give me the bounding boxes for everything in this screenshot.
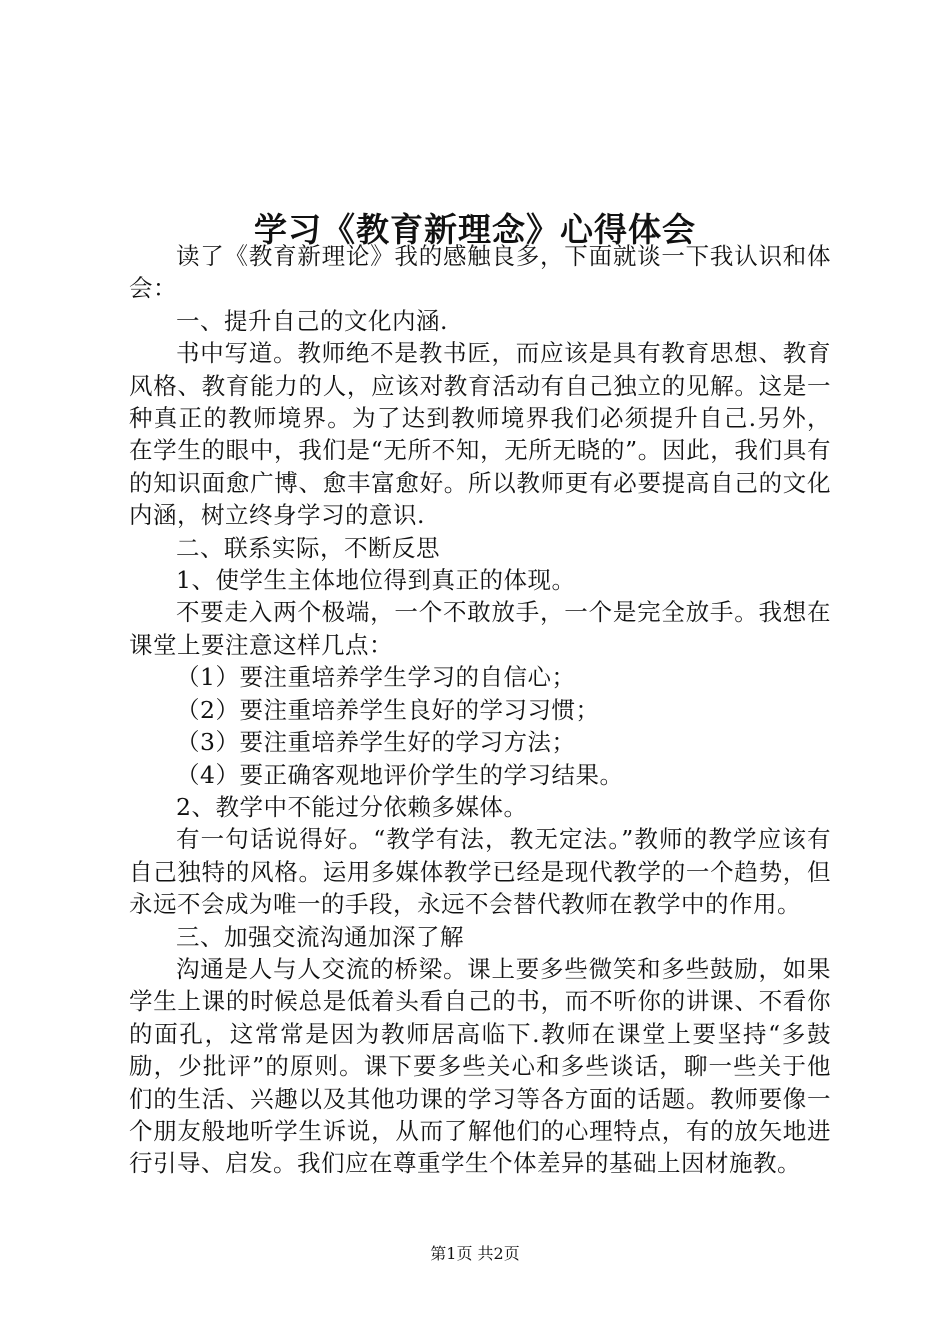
subheading-2-1: 1、使学生主体地位得到真正的体现。 — [176, 566, 576, 595]
page-footer: 第1页 共2页 — [430, 1244, 520, 1263]
section-heading-2: 二、联系实际，不断反思 — [176, 533, 440, 562]
list-item-1: （1）要注重培养学生学习的自信心； — [176, 663, 576, 692]
paragraph-2-1: 不要走入两个极端，一个不敢放手，一个是完全放手。我想在课堂上要注意这样几点： — [129, 598, 831, 659]
paragraph-intro: 读了《教育新理论》我的感触良多，下面就谈一下我认识和体会： — [129, 242, 831, 303]
document-body — [129, 240, 831, 1180]
paragraph-section-3: 沟通是人与人交流的桥梁。课上要多些微笑和多些鼓励，如果学生上课的时候总是低着头看自己的书，而不听你的讲课、不看你的面孔，这常常是因为教师居高临下.教师在课堂上要坚持“多鼓励，少批评”的原则。课下要多些关心和多些谈话，聊一些关于他们的生活、兴趣以及其他功课的学习等各方面的话题。教师要像一个朋友般地听学生诉说，从而了解他们的心理特点，有的放矢地进行引导、启发。我们应在尊重学生个体差异的基础上因材施教。 — [129, 954, 831, 1178]
subheading-2-2: 2、教学中不能过分依赖多媒体。 — [176, 792, 528, 821]
paragraph-2-2: 有一句话说得好。“教学有法，教无定法。”教师的教学应该有自己独特的风格。运用多媒体教学已经是现代教学的一个趋势，但永远不会成为唯一的手段，永远不会替代教师在教学中的作用。 — [129, 825, 831, 919]
section-heading-3: 三、加强交流沟通加深了解 — [176, 922, 464, 951]
list-item-3: （3）要注重培养学生好的学习方法； — [176, 728, 576, 757]
list-item-2: （2）要注重培养学生良好的学习习惯； — [176, 695, 600, 724]
section-heading-1: 一、提升自己的文化内涵. — [176, 306, 448, 335]
document-title: 学习《教育新理念》心得体会 — [254, 210, 696, 250]
paragraph-section-1: 书中写道。教师绝不是教书匠，而应该是具有教育思想、教育风格、教育能力的人，应该对教育活动有自己独立的见解。这是一种真正的教师境界。为了达到教师境界我们必须提升自己.另外，在学生的眼中，我们是“无所不知，无所无晓的”。因此，我们具有的知识面愈广博、愈丰富愈好。所以教师更有必要提高自己的文化内涵，树立终身学习的意识. — [129, 339, 831, 530]
list-item-4: （4）要正确客观地评价学生的学习结果。 — [176, 760, 624, 789]
